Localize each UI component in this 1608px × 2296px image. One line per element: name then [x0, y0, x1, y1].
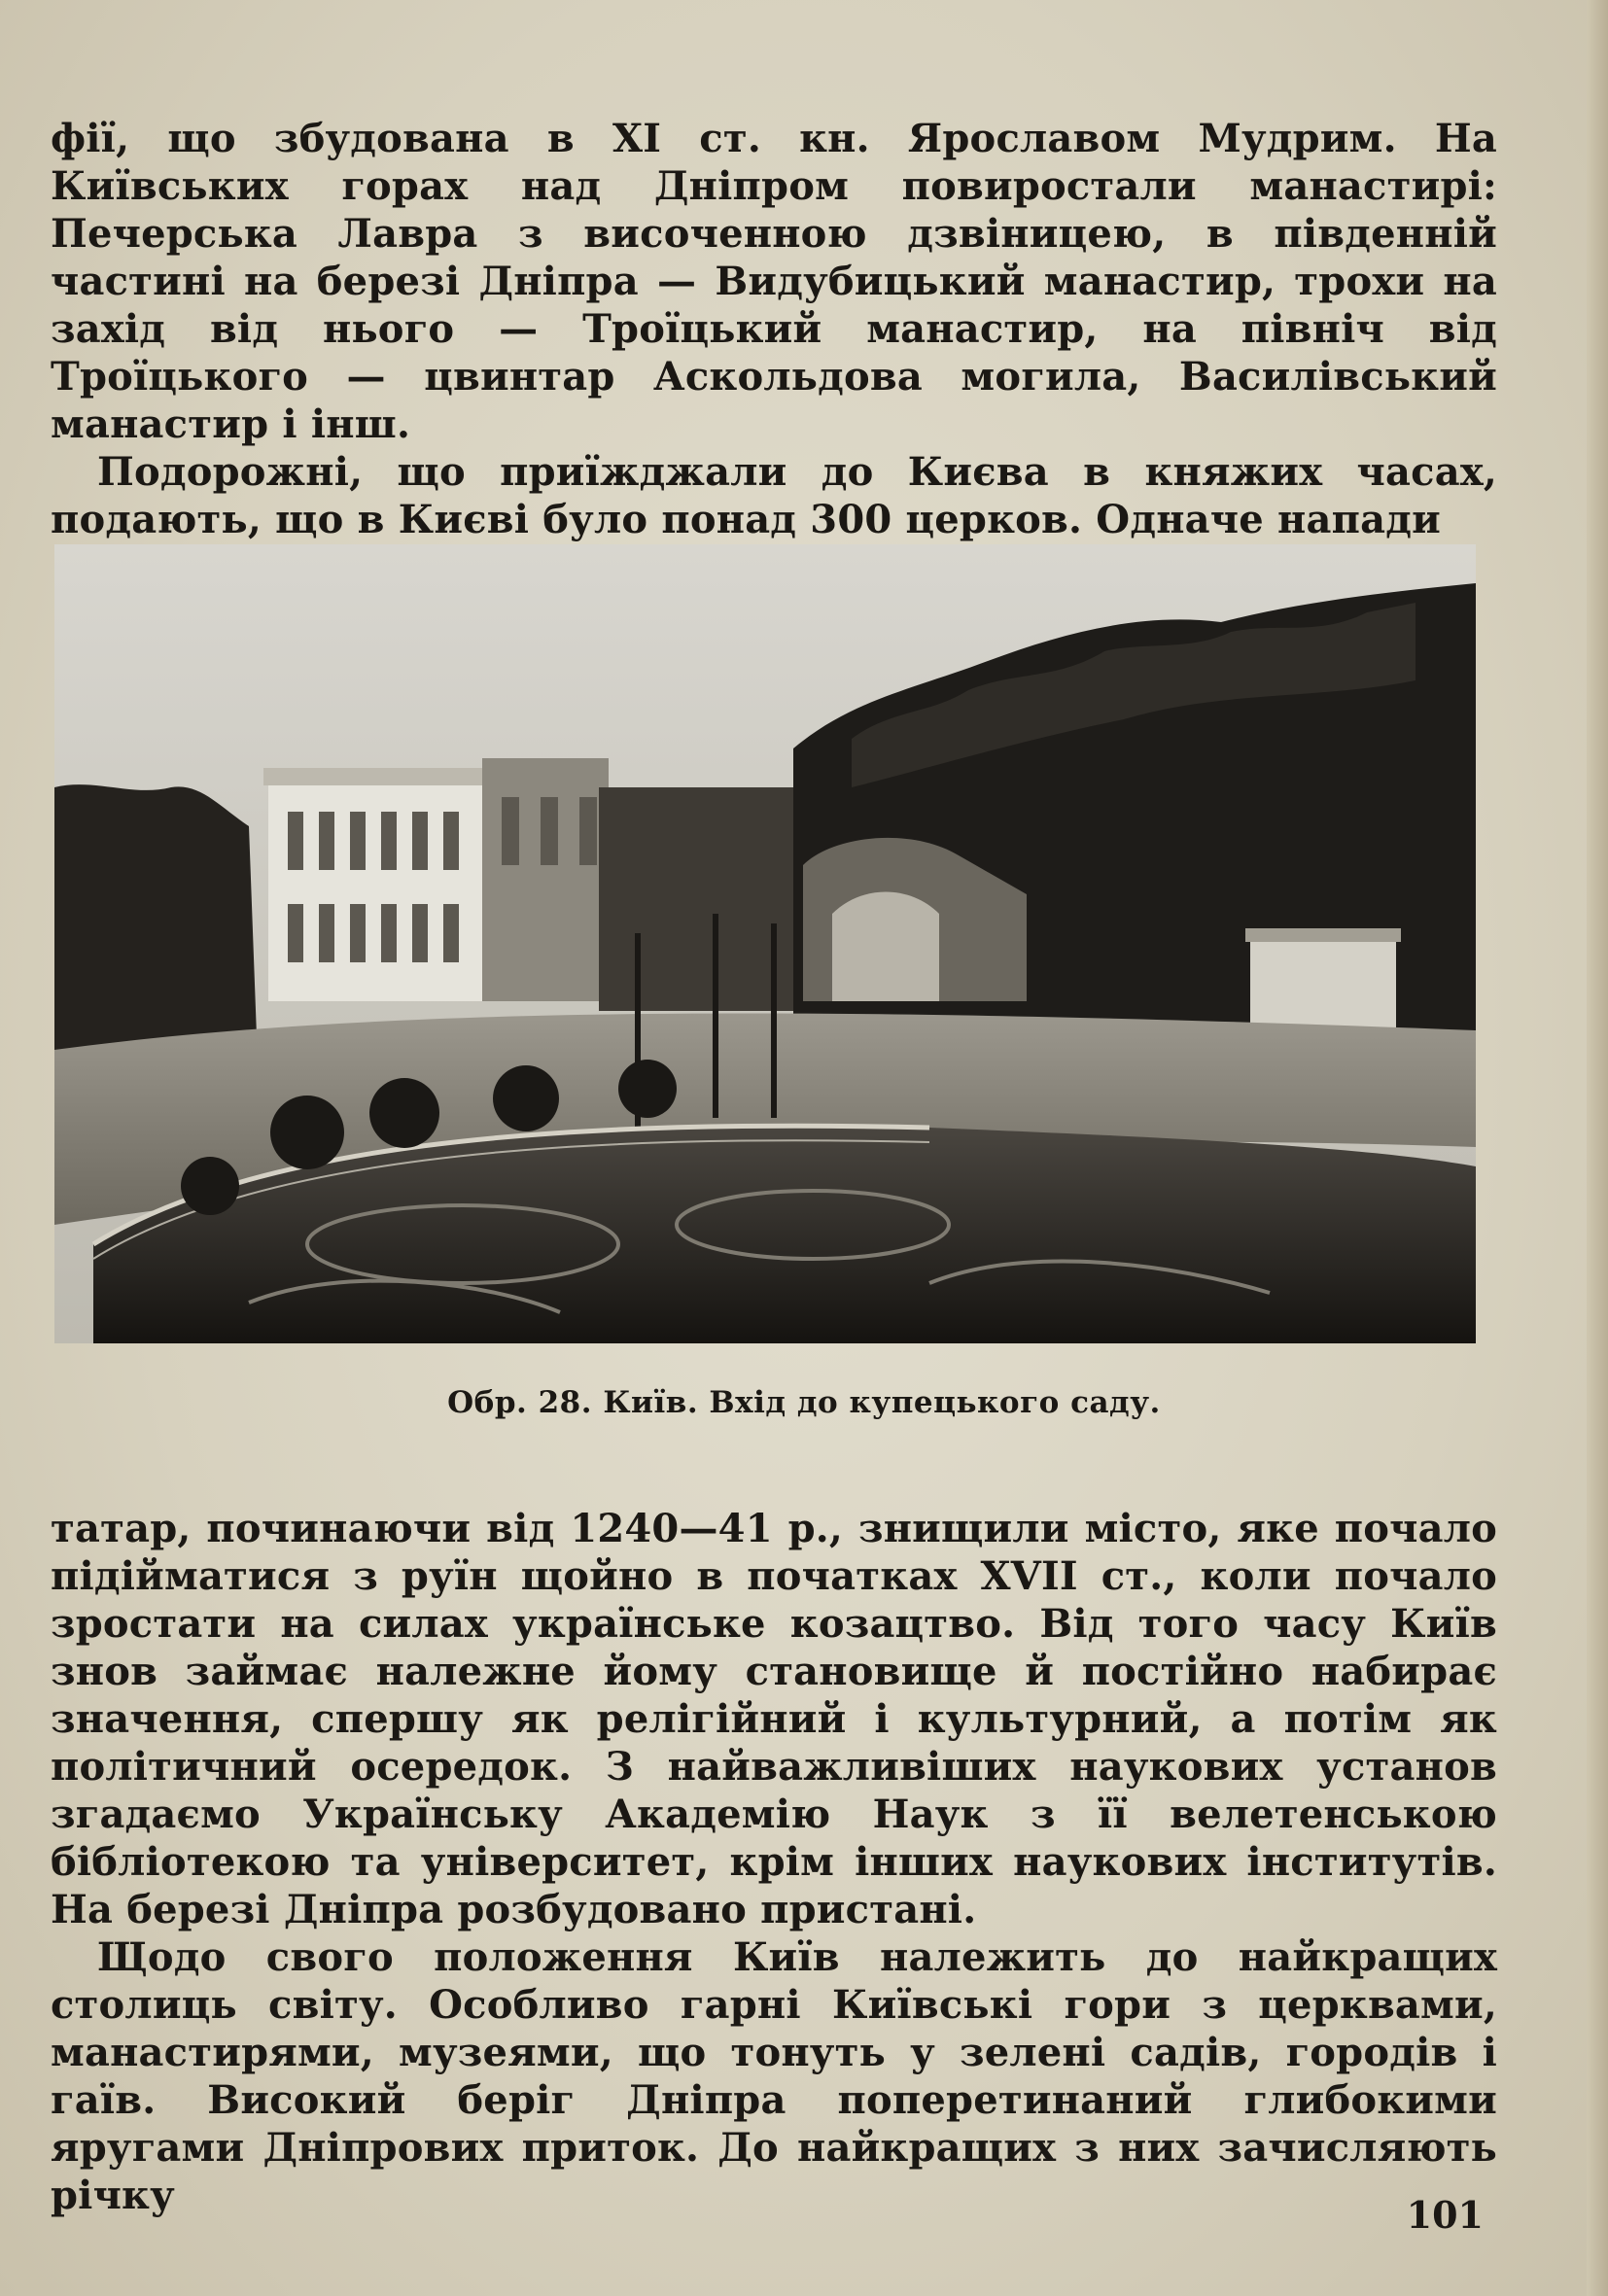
top-text-block	[51, 115, 1497, 543]
page-edge	[1587, 0, 1608, 2296]
bottom-paragraph-1: татар, починаючи від 1240—41 р., знищили місто, яке почало підійматися з руїн щойно в початках XVII ст., коли почало зростати на силах українське козацтво. Від того часу Київ знов займає належне йому становище й постійно набирає значення, спершу як релігійний і культурний, а потім як політичний осередок. З найважливіших наукових установ згадаємо Українську Академію Наук з її велетенською бібліотекою та університет, крім інших наукових інститутів. На березі Дніпра розбудовано пристані.	[51, 1506, 1497, 1932]
top-paragraph-2: Подорожні, що приїжджали до Києва в княжих часах, подають, що в Києві було понад 300 церков. Одначе напади	[51, 449, 1497, 542]
kyiv-garden-entrance-photo	[54, 544, 1476, 1343]
page-number: 101	[1406, 2193, 1484, 2237]
bottom-paragraph-2: Щодо свого положення Київ належить до найкращих столиць світу. Особливо гарні Київські гори з церквами, манастирями, музеями, що тонуть у зелені садів, городів і гаїв. Високий беріг Дніпра поперетинаний глибокими яругами Дніпрових приток. До найкращих з них зачисляють річку	[51, 1934, 1497, 2218]
figure-caption: Обр. 28. Київ. Вхід до купецького саду.	[447, 1385, 1161, 1420]
photo-figure	[54, 544, 1476, 1343]
bottom-text-block	[51, 1505, 1497, 2219]
top-paragraph-1: фії, що збудована в XI ст. кн. Ярославом Мудрим. На Київських горах над Дніпром повиростали манастирі: Печерська Лавра з височенною дзвіницею, в південній частині на березі Дніпра — Видубицький манастир, трохи на захід від нього — Троїцький манастир, на північ від Троїцького — цвинтар Аскольдова могила, Василівський манастир і інш.	[51, 116, 1497, 447]
